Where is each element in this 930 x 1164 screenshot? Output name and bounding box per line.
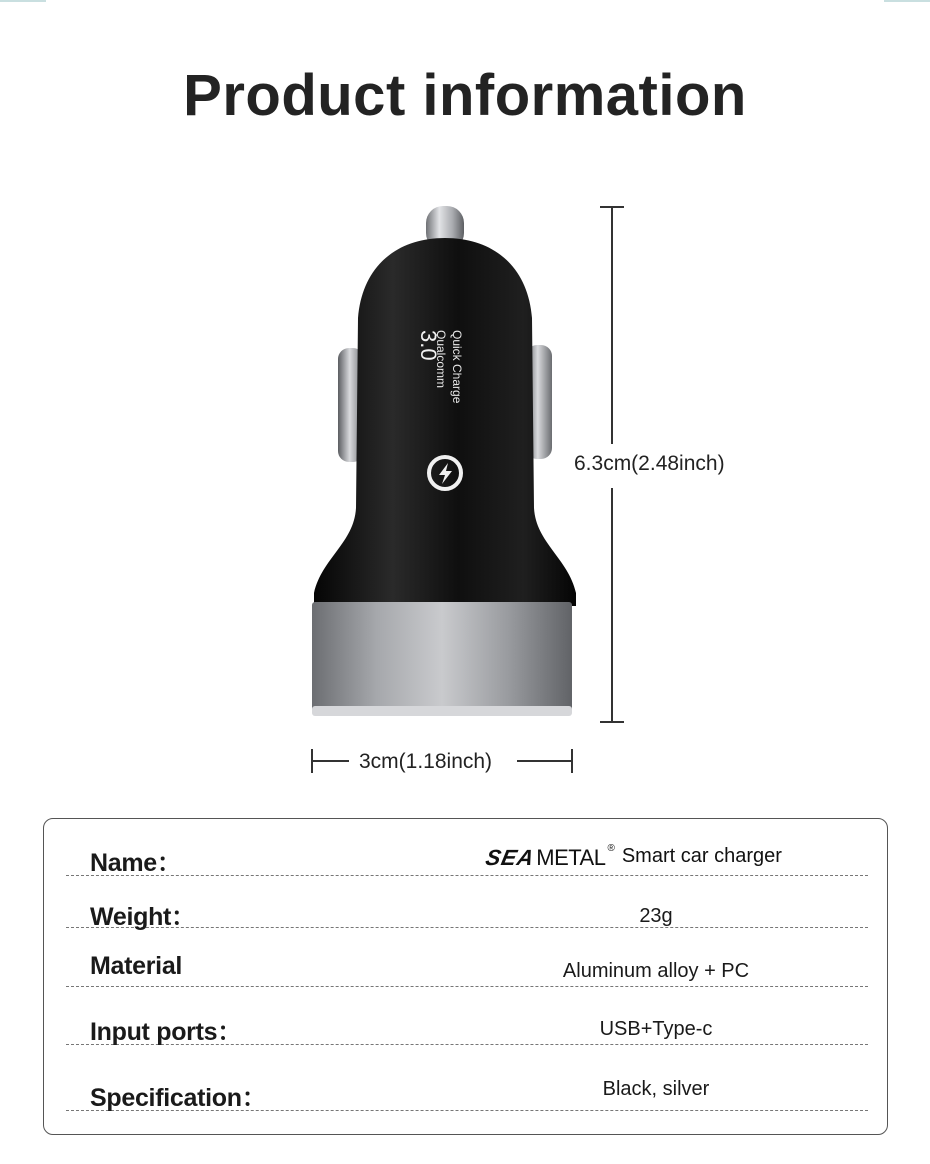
spec-label-specification: Specification： [90, 1084, 267, 1112]
spec-value-name [483, 843, 866, 871]
brand-logo [483, 843, 782, 871]
spec-value-material: Aluminum alloy + PC [562, 960, 750, 982]
width-dimension-label: 3cm(1.18inch) [359, 750, 493, 773]
charger-cap-rim [312, 706, 572, 716]
spec-value-input-ports: USB+Type-c [599, 1018, 713, 1040]
height-dimension-label: 6.3cm(2.48inch) [574, 452, 725, 475]
brand-logo-sea: SEA [483, 845, 538, 870]
corner-accent-right [884, 0, 930, 2]
width-dimension-cap-right [571, 749, 573, 773]
registered-mark: ® [607, 843, 615, 854]
spec-label-material: Material [90, 952, 183, 980]
qc-logo-line1: Quick Charge [450, 330, 464, 404]
car-charger-image [300, 198, 590, 728]
spec-table [43, 818, 888, 1135]
width-dimension-line-right [517, 760, 572, 762]
spec-label-input-ports: Input ports： [90, 1018, 242, 1046]
qc-logo-version: 3.0 [416, 330, 441, 361]
spec-row-weight [66, 875, 868, 931]
spec-label-weight: Weight： [90, 903, 196, 931]
qc-logo-line2: Qualcomm [434, 330, 448, 389]
charger-cap [312, 602, 572, 714]
brand-logo-metal: METAL [536, 845, 606, 870]
corner-accent-left [0, 0, 46, 2]
product-name-text: Smart car charger [621, 845, 782, 867]
spec-label-name: Name： [90, 849, 182, 877]
page-title: Product information [183, 63, 747, 128]
spec-value-weight: 23g [639, 905, 673, 927]
spec-row-material [66, 927, 868, 987]
height-dimension-cap-bottom [600, 721, 624, 723]
spec-row-input-ports [66, 986, 868, 1045]
spec-row-name [66, 819, 868, 876]
width-dimension-line-left [311, 760, 349, 762]
spec-value-specification: Black, silver [602, 1078, 710, 1100]
spec-row-specification [66, 1044, 868, 1111]
